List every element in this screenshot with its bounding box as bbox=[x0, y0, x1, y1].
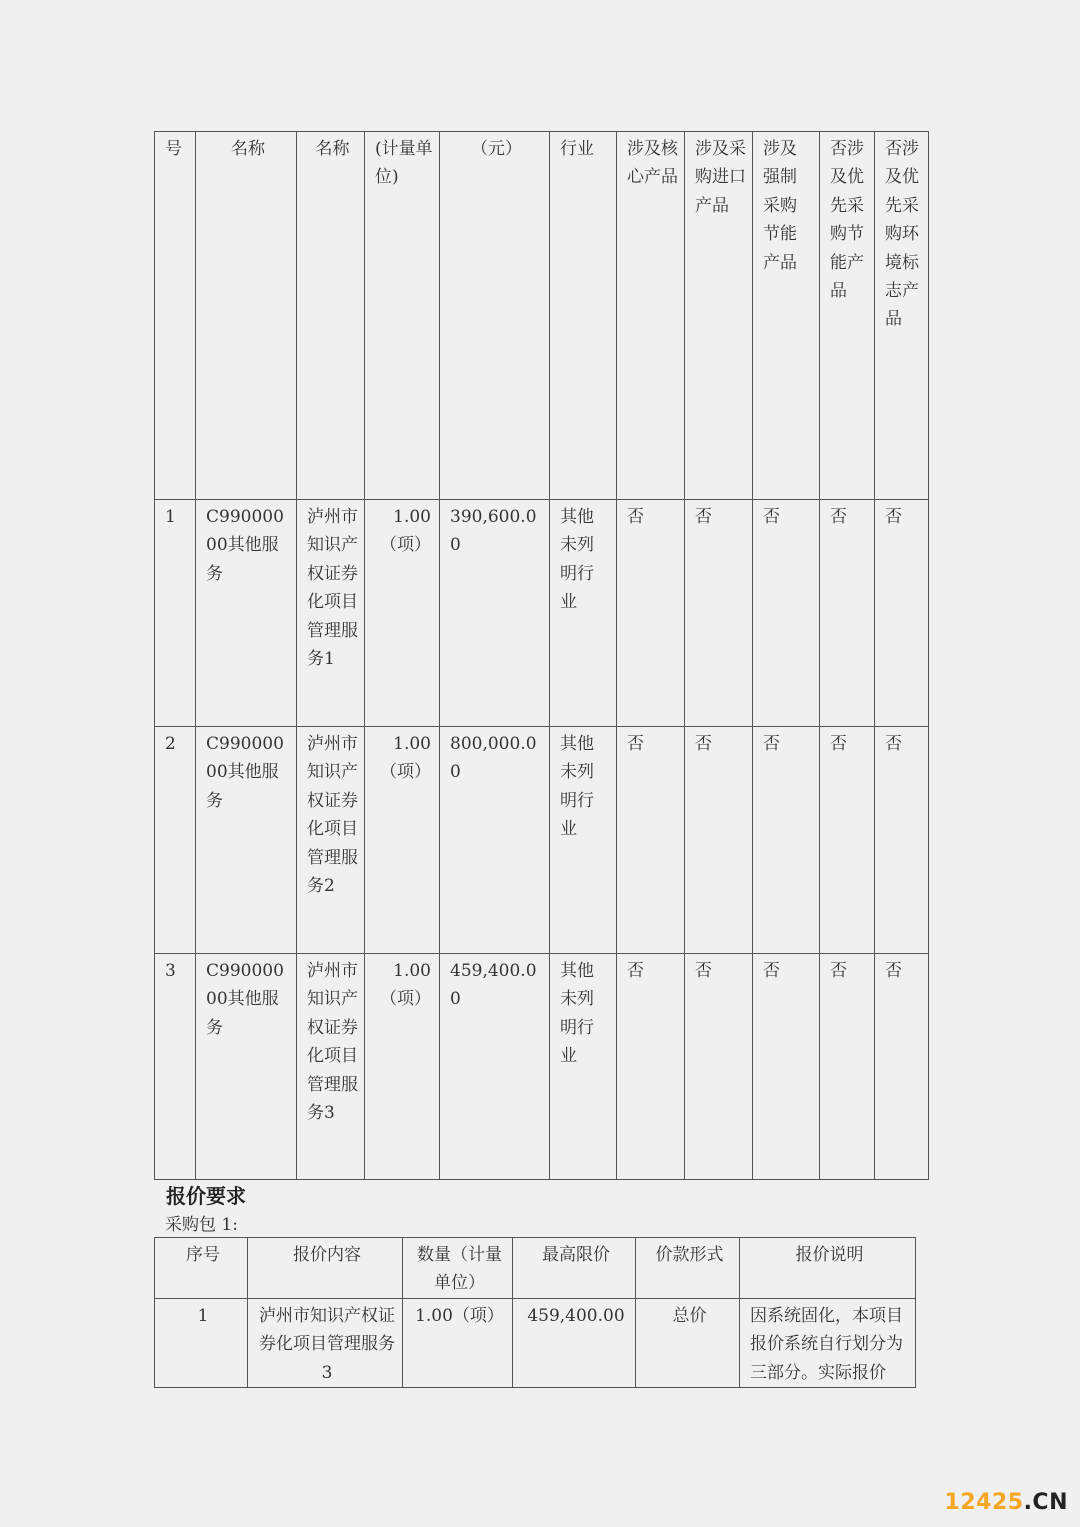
flag-priority-energy: 否 bbox=[820, 727, 875, 954]
header-cell: 否涉及优先采购环境标志产品 bbox=[875, 132, 929, 500]
item-code: C99000000其他服务 bbox=[196, 954, 297, 1180]
quote-header-cell: 数量（计量单位） bbox=[403, 1238, 513, 1299]
header-cell: （元） bbox=[440, 132, 550, 500]
header-cell: 涉及核心产品 bbox=[617, 132, 685, 500]
item-price: 459,400.00 bbox=[440, 954, 550, 1180]
quote-price-form: 总价 bbox=[636, 1298, 740, 1387]
quote-header-cell: 价款形式 bbox=[636, 1238, 740, 1299]
flag-import: 否 bbox=[685, 954, 753, 1180]
row-number: 3 bbox=[155, 954, 196, 1180]
quote-quantity: 1.00（项） bbox=[403, 1298, 513, 1387]
flag-core: 否 bbox=[617, 954, 685, 1180]
section-title: 报价要求 bbox=[166, 1184, 246, 1208]
item-code: C99000000其他服务 bbox=[196, 727, 297, 954]
quote-content: 泸州市知识产权证券化项目管理服务3 bbox=[248, 1298, 403, 1387]
flag-eco: 否 bbox=[875, 727, 929, 954]
package-label: 采购包 1: bbox=[165, 1215, 238, 1235]
flag-core: 否 bbox=[617, 727, 685, 954]
flag-eco: 否 bbox=[875, 500, 929, 727]
quote-note: 因系统固化，本项目报价系统自行划分为三部分。实际报价 bbox=[740, 1298, 916, 1387]
quote-header-cell: 最高限价 bbox=[513, 1238, 636, 1299]
header-cell: 名称 bbox=[196, 132, 297, 500]
header-cell: (计量单位) bbox=[365, 132, 440, 500]
row-number: 2 bbox=[155, 727, 196, 954]
item-industry: 其他未列明行业 bbox=[550, 500, 617, 727]
header-cell: 行业 bbox=[550, 132, 617, 500]
item-quantity: 1.00（项） bbox=[365, 727, 440, 954]
item-code: C99000000其他服务 bbox=[196, 500, 297, 727]
item-name: 泸州市知识产权证券化项目管理服务1 bbox=[297, 500, 365, 727]
flag-import: 否 bbox=[685, 500, 753, 727]
quote-requirements-table bbox=[154, 1237, 916, 1388]
quote-max-price: 459,400.00 bbox=[513, 1298, 636, 1387]
flag-import: 否 bbox=[685, 727, 753, 954]
flag-priority-energy: 否 bbox=[820, 954, 875, 1180]
header-cell: 名称 bbox=[297, 132, 365, 500]
procurement-items-table bbox=[154, 131, 929, 1180]
row-number: 1 bbox=[155, 500, 196, 727]
header-cell: 涉及强制采购节能产品 bbox=[753, 132, 820, 500]
quote-header-row bbox=[155, 1238, 916, 1299]
item-name: 泸州市知识产权证券化项目管理服务2 bbox=[297, 727, 365, 954]
item-name: 泸州市知识产权证券化项目管理服务3 bbox=[297, 954, 365, 1180]
table-row bbox=[155, 727, 929, 954]
item-industry: 其他未列明行业 bbox=[550, 727, 617, 954]
item-price: 800,000.00 bbox=[440, 727, 550, 954]
flag-eco: 否 bbox=[875, 954, 929, 1180]
site-watermark bbox=[945, 1490, 1068, 1515]
header-cell: 号 bbox=[155, 132, 196, 500]
table-row bbox=[155, 500, 929, 727]
flag-energy: 否 bbox=[753, 954, 820, 1180]
quote-header-cell: 报价说明 bbox=[740, 1238, 916, 1299]
quote-header-cell: 序号 bbox=[155, 1238, 248, 1299]
item-price: 390,600.00 bbox=[440, 500, 550, 727]
flag-energy: 否 bbox=[753, 500, 820, 727]
quote-row bbox=[155, 1298, 916, 1387]
item-quantity: 1.00（项） bbox=[365, 500, 440, 727]
item-industry: 其他未列明行业 bbox=[550, 954, 617, 1180]
header-cell: 涉及采购进口产品 bbox=[685, 132, 753, 500]
quote-number: 1 bbox=[155, 1298, 248, 1387]
watermark-number: 12425 bbox=[944, 1490, 1024, 1515]
flag-priority-energy: 否 bbox=[820, 500, 875, 727]
quote-header-cell: 报价内容 bbox=[248, 1238, 403, 1299]
header-row bbox=[155, 132, 929, 500]
flag-energy: 否 bbox=[753, 727, 820, 954]
item-quantity: 1.00（项） bbox=[365, 954, 440, 1180]
header-cell: 否涉及优先采购节能产品 bbox=[820, 132, 875, 500]
table-row bbox=[155, 954, 929, 1180]
watermark-domain: .CN bbox=[1023, 1490, 1068, 1515]
flag-core: 否 bbox=[617, 500, 685, 727]
